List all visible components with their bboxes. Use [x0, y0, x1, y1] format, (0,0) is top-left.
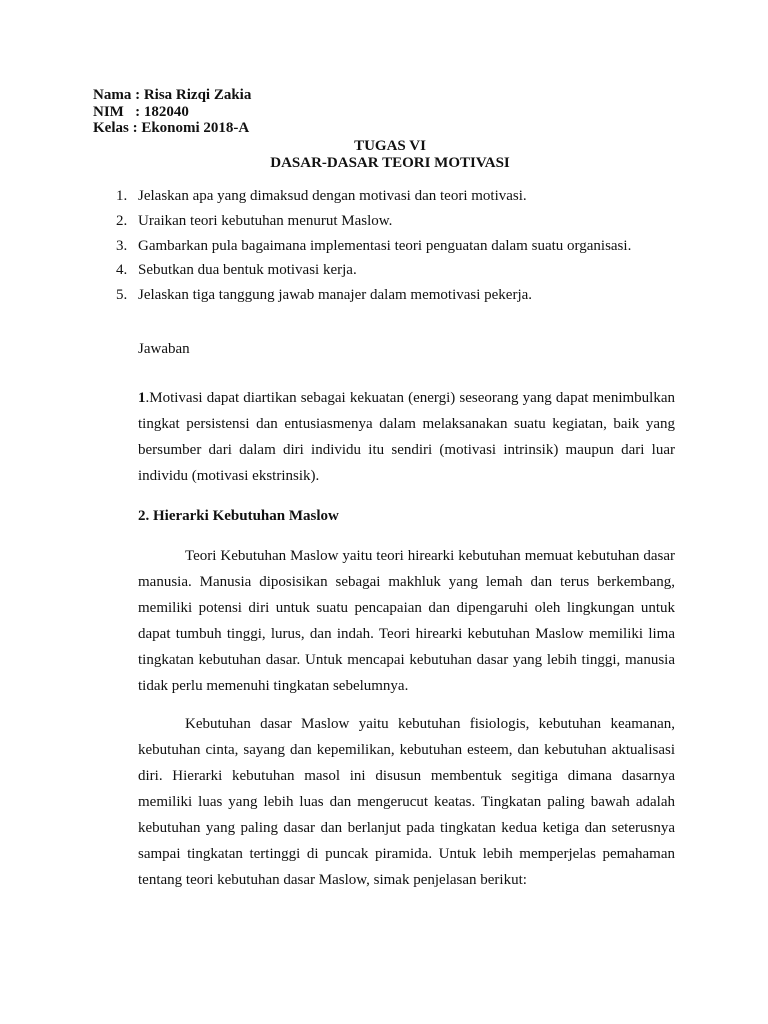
answer-1-number: 1	[138, 390, 146, 406]
student-name: Nama : Risa Rizqi Zakia	[93, 87, 252, 103]
answer-2-paragraph-1: Teori Kebutuhan Maslow yaitu teori hirearki kebutuhan memuat kebutuhan dasar manusia. Manusia diposisikan sebagai makhluk yang lemah dan terus berkembang, memiliki potensi diri untuk suatu pencapaian dan dipengaruhi oleh lingkungan untuk dapat tumbuh tinggi, lurus, dan indah. Teori hirearki kebutuhan Maslow memiliki lima tingkatan kebutuhan dasar. Untuk mencapai kebutuhan dasar yang lebih tinggi, manusia tidak perlu memenuhi tingkatan sebelumnya.	[138, 548, 675, 694]
title-assignment: TUGAS VI	[354, 138, 426, 154]
title-topic: DASAR-DASAR TEORI MOTIVASI	[270, 154, 510, 171]
question-item	[93, 283, 631, 308]
answers-label: Jawaban	[138, 341, 190, 357]
question-number: 3.	[116, 237, 128, 254]
question-text: Sebutkan dua bentuk motivasi kerja.	[138, 262, 357, 279]
question-text: Uraikan teori kebutuhan menurut Maslow.	[138, 212, 393, 229]
answer-1-paragraph	[138, 385, 675, 489]
question-item	[93, 184, 631, 209]
student-class: Kelas : Ekonomi 2018-A	[93, 120, 250, 136]
document-title	[0, 138, 768, 171]
question-text: Jelaskan apa yang dimaksud dengan motivasi dan teori motivasi.	[138, 188, 527, 204]
question-number: 4.	[116, 262, 128, 279]
question-number: 1.	[116, 188, 128, 204]
question-text: Jelaskan tiga tanggung jawab manajer dalam memotivasi pekerja.	[138, 287, 533, 304]
question-item	[93, 234, 631, 259]
answer-2-paragraph-2: Kebutuhan dasar Maslow yaitu kebutuhan fisiologis, kebutuhan keamanan, kebutuhan cinta, sayang dan kepemilikan, kebutuhan esteem, dan kebutuhan aktualisasi diri. Hierarki kebutuhan masol ini disusun membentuk segitiga dimana dasarnya memiliki luas yang lebih luas dan mengerucut keatas. Tingkatan paling bawah adalah kebutuhan yang paling dasar dan berlanjut pada tingkatan kedua ketiga dan seterusnya sampai tingkatan tertinggi di puncak piramida. Untuk lebih memperjelas pemahaman tentang teori kebutuhan dasar Maslow, simak penjelasan berikut:	[138, 716, 675, 888]
student-info	[93, 87, 251, 137]
question-list	[93, 184, 631, 308]
question-number: 5.	[116, 287, 128, 304]
answer-1-text: .Motivasi dapat diartikan sebagai kekuatan (energi) seseorang yang dapat menimbulkan tingkat persistensi dan entusiasmenya dalam melaksanakan suatu kegiatan, baik yang bersumber dari dalam diri individu itu sendiri (motivasi intrinsik) maupun dari luar individu (motivasi ekstrinsik).	[138, 390, 675, 484]
question-item	[93, 258, 631, 283]
student-nim: NIM : 182040	[93, 103, 189, 120]
answer-2-heading: 2. Hierarki Kebutuhan Maslow	[138, 508, 339, 524]
question-number: 2.	[116, 212, 128, 229]
question-item	[93, 209, 631, 234]
question-text: Gambarkan pula bagaimana implementasi teori penguatan dalam suatu organisasi.	[138, 237, 632, 254]
